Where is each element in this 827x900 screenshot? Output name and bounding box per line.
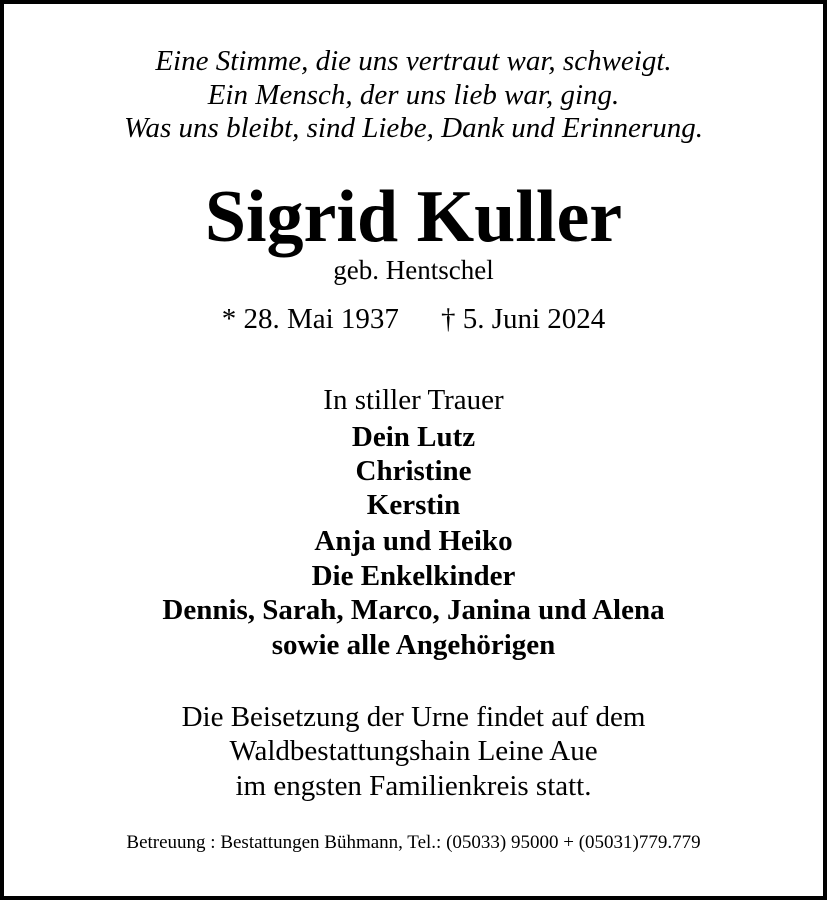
mourner-name: Christine — [355, 455, 472, 487]
mourner-name: Anja und Heiko — [314, 525, 513, 557]
verse-line-1: Eine Stimme, die uns vertraut war, schweigt. — [155, 45, 672, 77]
burial-line-1: Die Beisetzung der Urne findet auf dem — [181, 701, 646, 733]
mourner-name: Kerstin — [366, 489, 461, 521]
mourner-name: Dein Lutz — [351, 421, 476, 453]
death-date: † 5. Juni 2024 — [440, 303, 606, 335]
mourning-intro: In stiller Trauer — [323, 384, 504, 416]
deceased-name: Sigrid Kuller — [204, 176, 623, 258]
burial-line-2: Waldbestattungshain Leine Aue — [229, 735, 598, 767]
verse-line-2: Ein Mensch, der uns lieb war, ging. — [207, 79, 620, 111]
maiden-name: geb. Hentschel — [333, 255, 494, 285]
mourner-name: sowie alle Angehörigen — [271, 629, 556, 661]
verse-line-3: Was uns bleibt, sind Liebe, Dank und Erinnerung. — [124, 112, 703, 144]
birth-date: * 28. Mai 1937 — [221, 303, 399, 335]
mourner-name: Dennis, Sarah, Marco, Janina und Alena — [162, 594, 665, 626]
burial-line-3: im engsten Familienkreis statt. — [235, 770, 592, 802]
life-dates — [0, 305, 827, 334]
mourner-name: Die Enkelkinder — [311, 560, 516, 592]
funeral-home-contact: Betreuung : Bestattungen Bühmann, Tel.: (05033) 95000 + (05031)779.779 — [126, 832, 701, 853]
